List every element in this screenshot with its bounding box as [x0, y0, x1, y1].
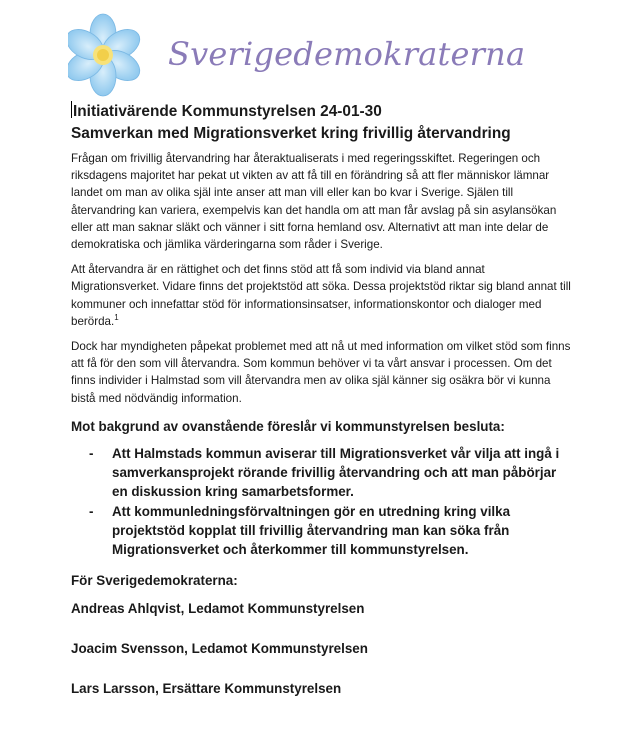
bullet-dash: - — [89, 445, 94, 461]
text-cursor — [71, 101, 72, 118]
proposal-heading: Mot bakgrund av ovanstående föreslår vi kommunstyrelsen besluta: — [71, 418, 505, 434]
document-title-line1: Initiativärende Kommunstyrelsen 24-01-30 — [73, 103, 382, 120]
paragraph-1: Frågan om frivillig återvandring har återaktualiserats i med regeringsskiftet. Regeringen och riksdagens majoritet har pekat ut vikten av att få till en förändring så att fler människor lämnar landet om man av olika själ inte anser att man vill eller kan bo kvar i Sverige. Själen till återvandring kan variera, exempelvis kan det handla om att man får avslag på sin asylansökan eller att man saknar släkt och vänner i sitt forna hemland osv. Alternativt att man inte delar de demokratiska och jämlika värderingarna som råder i Sverige. — [71, 152, 557, 252]
paragraph-3: Dock har myndigheten påpekat problemet med att nå ut med information om vilket stöd som finns att få för den som vill återvandra. Som kommun behöver vi ta vårt ansvar i processen. Om det finns individer i Halmstad som vill återvandra men av olika själ känner sig osäkra bör vi kunna bistå med nödvändig information. — [71, 340, 571, 405]
signatory: Lars Larsson, Ersättare Kommunstyrelsen — [71, 680, 342, 696]
party-logo — [68, 10, 526, 100]
document-title-line2: Samverkan med Migrationsverket kring frivillig återvandring — [71, 125, 511, 142]
signatory: Andreas Ahlqvist, Ledamot Kommunstyrelsen — [71, 600, 365, 616]
document-body — [71, 101, 571, 698]
footnote-marker[interactable]: 1 — [114, 312, 119, 322]
blue-anemone-flower-icon — [68, 10, 163, 100]
for-party-line: För Sverigedemokraterna: — [71, 572, 238, 588]
bullet-dash: - — [89, 503, 94, 519]
party-wordmark: Sverigedemokraterna — [168, 35, 526, 73]
proposal-item: - Att Halmstads kommun aviserar till Migrationsverket vår vilja att ingå i samverkansprojekt rörande frivillig återvandring och att man påbörjar en diskussion kring samarbetsformer. — [89, 445, 560, 500]
signatory: Joacim Svensson, Ledamot Kommunstyrelsen — [71, 640, 368, 656]
paragraph-2: Att återvandra är en rättighet och det finns stöd att få som individ via bland annat Migrationsverket. Vidare finns det projektstöd att söka. Dessa projektstöd riktar sig bland annat till kommuner och innefattar stöd för informationsinsatser, informationskontor och dialoger med berörda.$^1$ — [71, 263, 571, 328]
proposal-item: - Att kommunledningsförvaltningen gör en utredning kring vilka projektstöd kopplat till frivillig återvandring man kan söka från Migrationsverket och återkommer till kommunstyrelsen. — [89, 503, 511, 558]
proposal-list — [71, 444, 571, 560]
